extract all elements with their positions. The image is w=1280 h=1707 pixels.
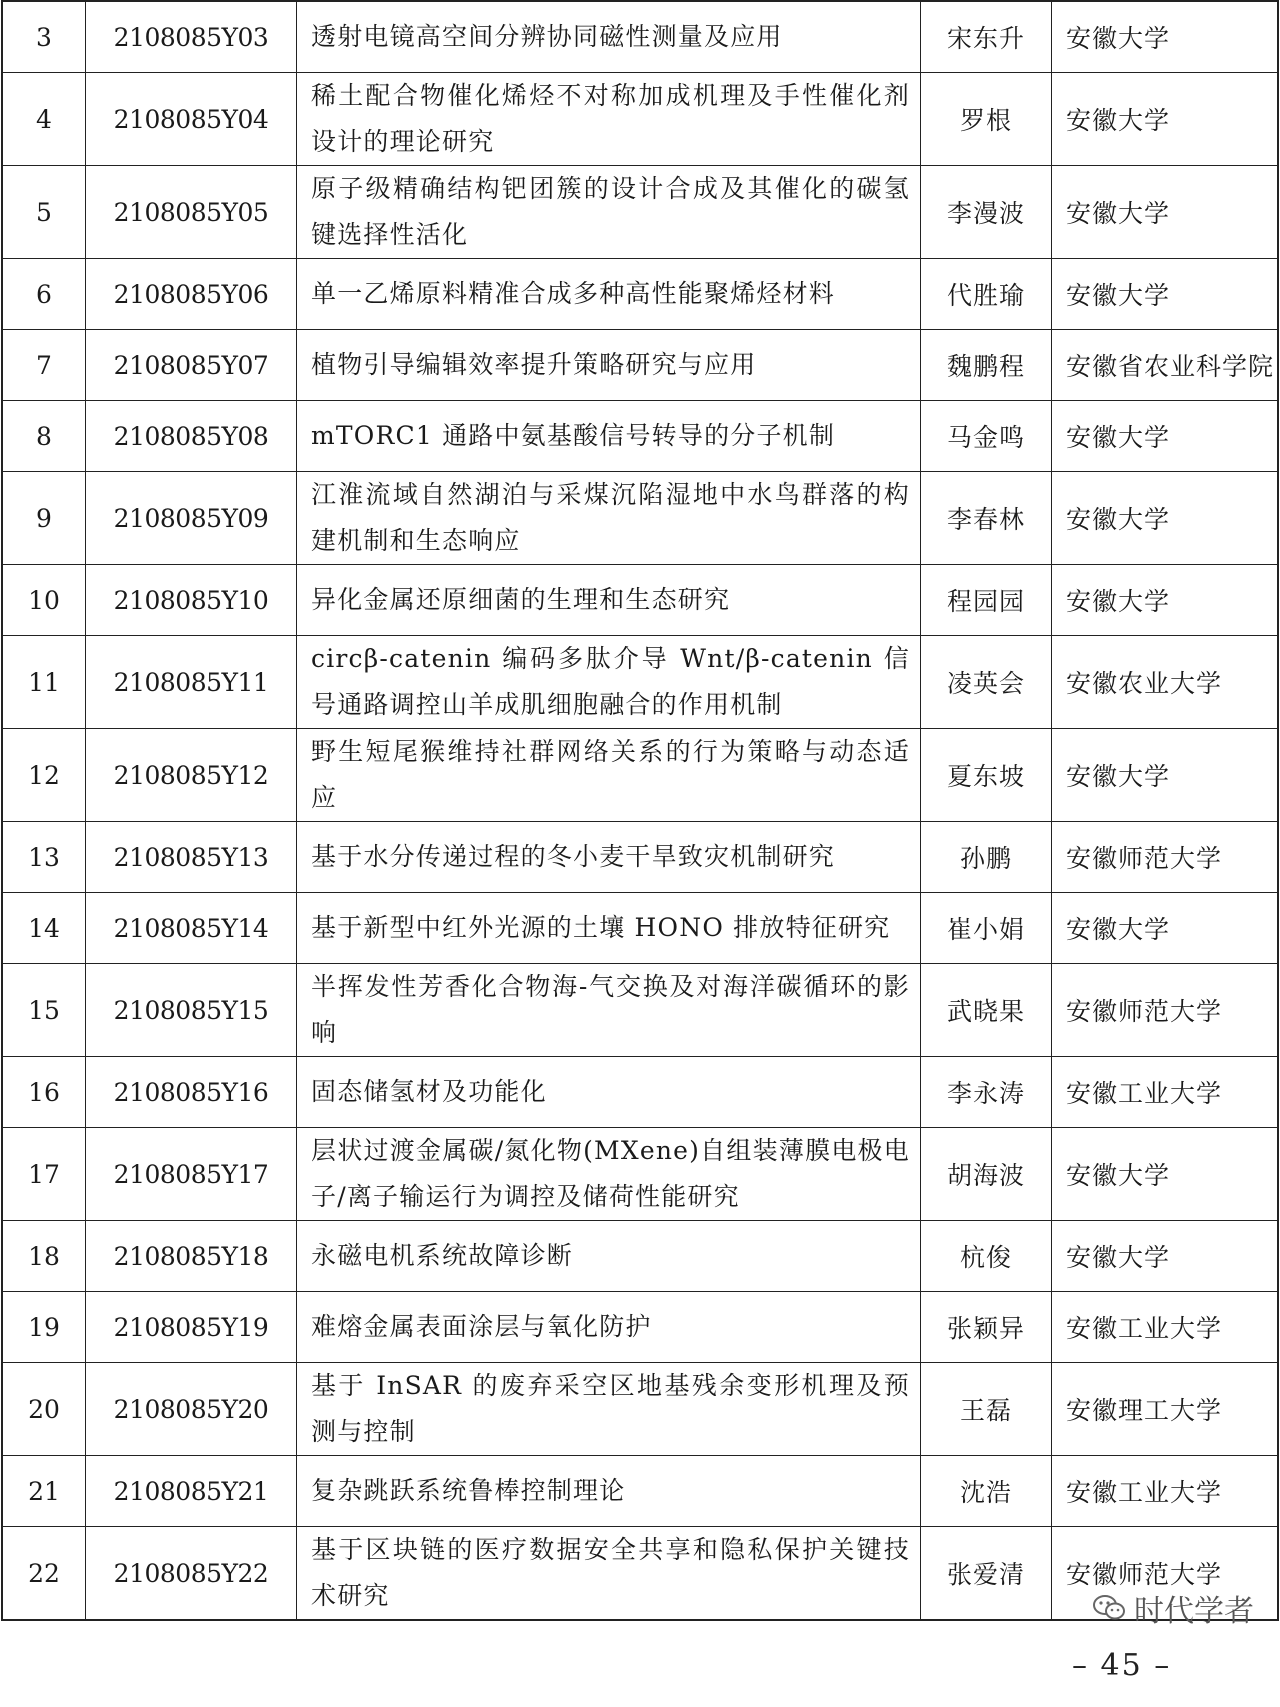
institution: 安徽大学 [1052, 893, 1279, 964]
project-title: 复杂跳跃系统鲁棒控制理论 [297, 1456, 921, 1527]
project-id: 2108085Y16 [86, 1057, 297, 1128]
row-number: 14 [2, 893, 86, 964]
page-number: – 45 – [1072, 1648, 1172, 1683]
table-row [2, 73, 1278, 166]
table-row [2, 330, 1278, 401]
watermark-text: 时代学者 [1134, 1594, 1254, 1629]
principal-investigator: 宋东升 [921, 1, 1052, 73]
principal-investigator: 程园园 [921, 565, 1052, 636]
principal-investigator: 凌英会 [921, 636, 1052, 729]
row-number: 18 [2, 1221, 86, 1292]
project-id: 2108085Y13 [86, 822, 297, 893]
project-id: 2108085Y12 [86, 729, 297, 822]
table-row [2, 893, 1278, 964]
project-id: 2108085Y20 [86, 1363, 297, 1456]
table-row [2, 1221, 1278, 1292]
wechat-icon [1092, 1593, 1126, 1623]
institution: 安徽大学 [1052, 259, 1279, 330]
project-title: circβ-catenin 编码多肽介导 Wnt/β-catenin 信号通路调控山羊成肌细胞融合的作用机制 [297, 636, 921, 729]
project-id: 2108085Y19 [86, 1292, 297, 1363]
principal-investigator: 崔小娟 [921, 893, 1052, 964]
project-title: mTORC1 通路中氨基酸信号转导的分子机制 [297, 401, 921, 472]
project-title: 透射电镜高空间分辨协同磁性测量及应用 [297, 1, 921, 73]
project-id: 2108085Y08 [86, 401, 297, 472]
principal-investigator: 李春林 [921, 472, 1052, 565]
principal-investigator: 李漫波 [921, 166, 1052, 259]
row-number: 6 [2, 259, 86, 330]
table-row [2, 166, 1278, 259]
principal-investigator: 杭俊 [921, 1221, 1052, 1292]
principal-investigator: 胡海波 [921, 1128, 1052, 1221]
project-id: 2108085Y03 [86, 1, 297, 73]
table-row [2, 1456, 1278, 1527]
institution: 安徽工业大学 [1052, 1057, 1279, 1128]
project-id: 2108085Y11 [86, 636, 297, 729]
principal-investigator: 魏鹏程 [921, 330, 1052, 401]
row-number: 11 [2, 636, 86, 729]
institution: 安徽大学 [1052, 1128, 1279, 1221]
institution: 安徽师范大学 [1052, 1527, 1279, 1621]
row-number: 19 [2, 1292, 86, 1363]
principal-investigator: 张爱清 [921, 1527, 1052, 1621]
project-id: 2108085Y18 [86, 1221, 297, 1292]
row-number: 5 [2, 166, 86, 259]
institution: 安徽大学 [1052, 729, 1279, 822]
row-number: 21 [2, 1456, 86, 1527]
project-id: 2108085Y04 [86, 73, 297, 166]
row-number: 13 [2, 822, 86, 893]
row-number: 9 [2, 472, 86, 565]
project-id: 2108085Y06 [86, 259, 297, 330]
project-id: 2108085Y10 [86, 565, 297, 636]
institution: 安徽大学 [1052, 401, 1279, 472]
principal-investigator: 孙鹏 [921, 822, 1052, 893]
row-number: 10 [2, 565, 86, 636]
project-title: 基于水分传递过程的冬小麦干旱致灾机制研究 [297, 822, 921, 893]
project-id: 2108085Y15 [86, 964, 297, 1057]
table-row [2, 472, 1278, 565]
principal-investigator: 代胜瑜 [921, 259, 1052, 330]
project-title: 基于新型中红外光源的土壤 HONO 排放特征研究 [297, 893, 921, 964]
project-id: 2108085Y09 [86, 472, 297, 565]
project-title: 江淮流域自然湖泊与采煤沉陷湿地中水鸟群落的构建机制和生态响应 [297, 472, 921, 565]
project-title: 固态储氢材及功能化 [297, 1057, 921, 1128]
table-row [2, 1363, 1278, 1456]
table-row [2, 1527, 1278, 1621]
row-number: 8 [2, 401, 86, 472]
table-row [2, 1057, 1278, 1128]
table-row [2, 401, 1278, 472]
institution: 安徽省农业科学院 [1052, 330, 1279, 401]
project-title: 稀土配合物催化烯烃不对称加成机理及手性催化剂设计的理论研究 [297, 73, 921, 166]
institution: 安徽师范大学 [1052, 822, 1279, 893]
table-row [2, 565, 1278, 636]
table-row [2, 636, 1278, 729]
table-row [2, 729, 1278, 822]
row-number: 4 [2, 73, 86, 166]
institution: 安徽理工大学 [1052, 1363, 1279, 1456]
table-row [2, 1128, 1278, 1221]
institution: 安徽工业大学 [1052, 1292, 1279, 1363]
project-id: 2108085Y21 [86, 1456, 297, 1527]
project-table [1, 0, 1279, 1621]
project-title: 基于区块链的医疗数据安全共享和隐私保护关键技术研究 [297, 1527, 921, 1621]
institution: 安徽大学 [1052, 1221, 1279, 1292]
institution: 安徽农业大学 [1052, 636, 1279, 729]
project-title: 异化金属还原细菌的生理和生态研究 [297, 565, 921, 636]
principal-investigator: 罗根 [921, 73, 1052, 166]
institution: 安徽大学 [1052, 565, 1279, 636]
table-row [2, 259, 1278, 330]
row-number: 12 [2, 729, 86, 822]
table-row [2, 964, 1278, 1057]
principal-investigator: 李永涛 [921, 1057, 1052, 1128]
row-number: 17 [2, 1128, 86, 1221]
watermark [1092, 1586, 1254, 1630]
project-title: 单一乙烯原料精准合成多种高性能聚烯烃材料 [297, 259, 921, 330]
principal-investigator: 沈浩 [921, 1456, 1052, 1527]
row-number: 7 [2, 330, 86, 401]
row-number: 22 [2, 1527, 86, 1621]
project-id: 2108085Y07 [86, 330, 297, 401]
project-id: 2108085Y17 [86, 1128, 297, 1221]
institution: 安徽师范大学 [1052, 964, 1279, 1057]
institution: 安徽大学 [1052, 73, 1279, 166]
project-title: 原子级精确结构钯团簇的设计合成及其催化的碳氢键选择性活化 [297, 166, 921, 259]
project-title: 半挥发性芳香化合物海-气交换及对海洋碳循环的影响 [297, 964, 921, 1057]
institution: 安徽大学 [1052, 472, 1279, 565]
institution: 安徽大学 [1052, 1, 1279, 73]
project-id: 2108085Y05 [86, 166, 297, 259]
principal-investigator: 张颖异 [921, 1292, 1052, 1363]
row-number: 15 [2, 964, 86, 1057]
project-title: 永磁电机系统故障诊断 [297, 1221, 921, 1292]
table-row [2, 822, 1278, 893]
project-title: 基于 InSAR 的废弃采空区地基残余变形机理及预测与控制 [297, 1363, 921, 1456]
project-id: 2108085Y22 [86, 1527, 297, 1621]
principal-investigator: 夏东坡 [921, 729, 1052, 822]
table-body [2, 1, 1278, 1620]
institution: 安徽大学 [1052, 166, 1279, 259]
principal-investigator: 马金鸣 [921, 401, 1052, 472]
row-number: 20 [2, 1363, 86, 1456]
project-title: 层状过渡金属碳/氮化物(MXene)自组装薄膜电极电子/离子输运行为调控及储荷性能研究 [297, 1128, 921, 1221]
institution: 安徽工业大学 [1052, 1456, 1279, 1527]
project-title: 难熔金属表面涂层与氧化防护 [297, 1292, 921, 1363]
row-number: 3 [2, 1, 86, 73]
project-title: 野生短尾猴维持社群网络关系的行为策略与动态适应 [297, 729, 921, 822]
row-number: 16 [2, 1057, 86, 1128]
table-row [2, 1, 1278, 73]
principal-investigator: 武晓果 [921, 964, 1052, 1057]
principal-investigator: 王磊 [921, 1363, 1052, 1456]
table-row [2, 1292, 1278, 1363]
project-title: 植物引导编辑效率提升策略研究与应用 [297, 330, 921, 401]
project-id: 2108085Y14 [86, 893, 297, 964]
